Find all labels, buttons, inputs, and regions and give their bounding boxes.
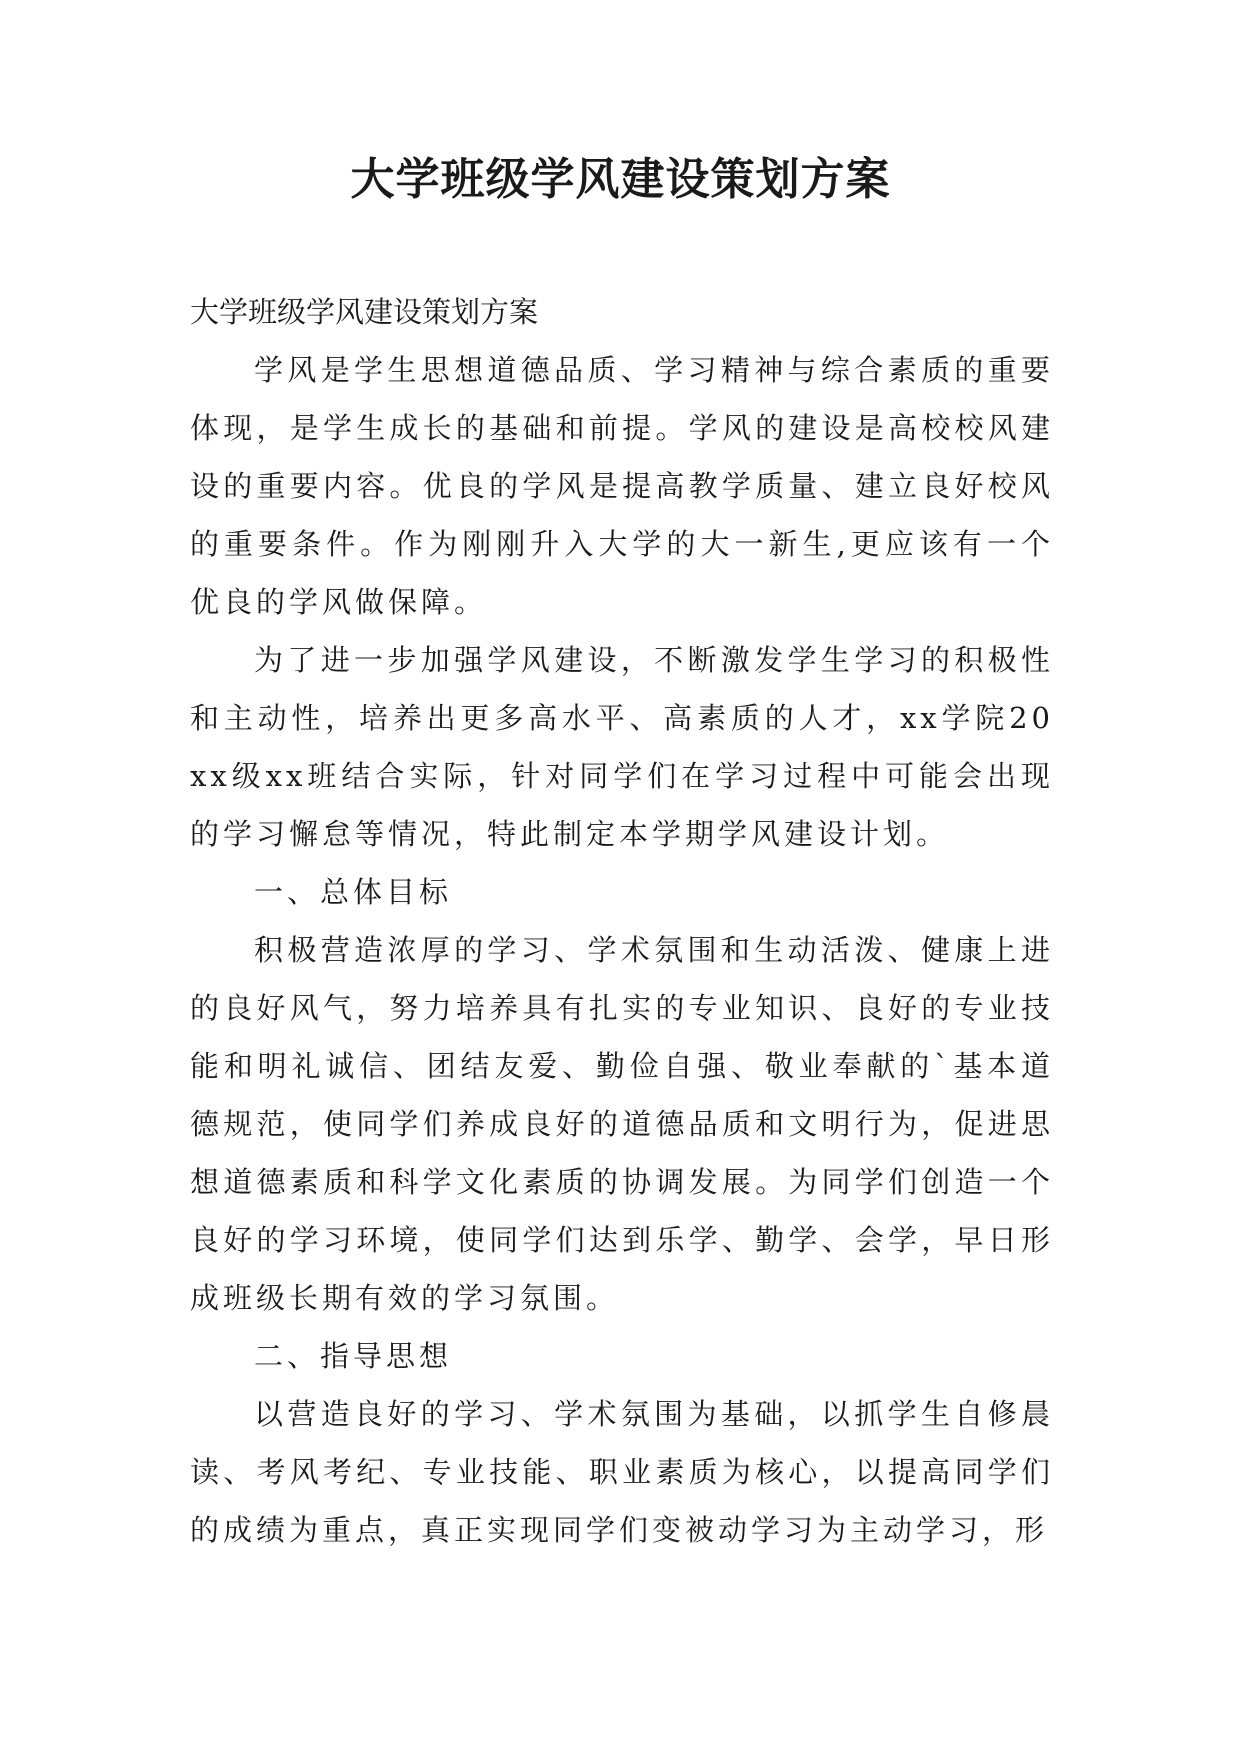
document-subtitle: 大学班级学风建设策划方案 — [190, 295, 539, 329]
paragraph-intro: 学风是学生思想道德品质、学习精神与综合素质的重要体现，是学生成长的基础和前提。学风的建设是高校校风建设的重要内容。优良的学风是提高教学质量、建立良好校风的重要条件。作为刚刚升入大学的大一新生,更应该有一个优良的学风做保障。 — [190, 353, 1054, 619]
paragraph-guiding-ideology: 以营造良好的学习、学术氛围为基础，以抓学生自修晨读、考风考纪、专业技能、职业素质为核心，以提高同学们的成绩为重点，真正实现同学们变被动学习为主动学习，形 — [190, 1397, 1054, 1547]
section-heading-guiding-ideology: 二、指导思想 — [254, 1339, 453, 1373]
paragraph-goals: 积极营造浓厚的学习、学术氛围和生动活泼、健康上进的良好风气，努力培养具有扎实的专业知识、良好的专业技能和明礼诚信、团结友爱、勤俭自强、敬业奉献的`基本道德规范，使同学们养成良好的道德品质和文明行为，促进思想道德素质和科学文化素质的协调发展。为同学们创造一个良好的学习环境，使同学们达到乐学、勤学、会学，早日形成班级长期有效的学习氛围。 — [190, 933, 1054, 1315]
section-heading-goals: 一、总体目标 — [254, 875, 453, 909]
document-body — [190, 283, 1054, 1559]
document-title: 大学班级学风建设策划方案 — [350, 154, 891, 205]
paragraph-purpose: 为了进一步加强学风建设，不断激发学生学习的积极性和主动性，培养出更多高水平、高素质的人才，xx学院20xx级xx班结合实际，针对同学们在学习过程中可能会出现的学习懈怠等情况，特此制定本学期学风建设计划。 — [190, 643, 1054, 851]
